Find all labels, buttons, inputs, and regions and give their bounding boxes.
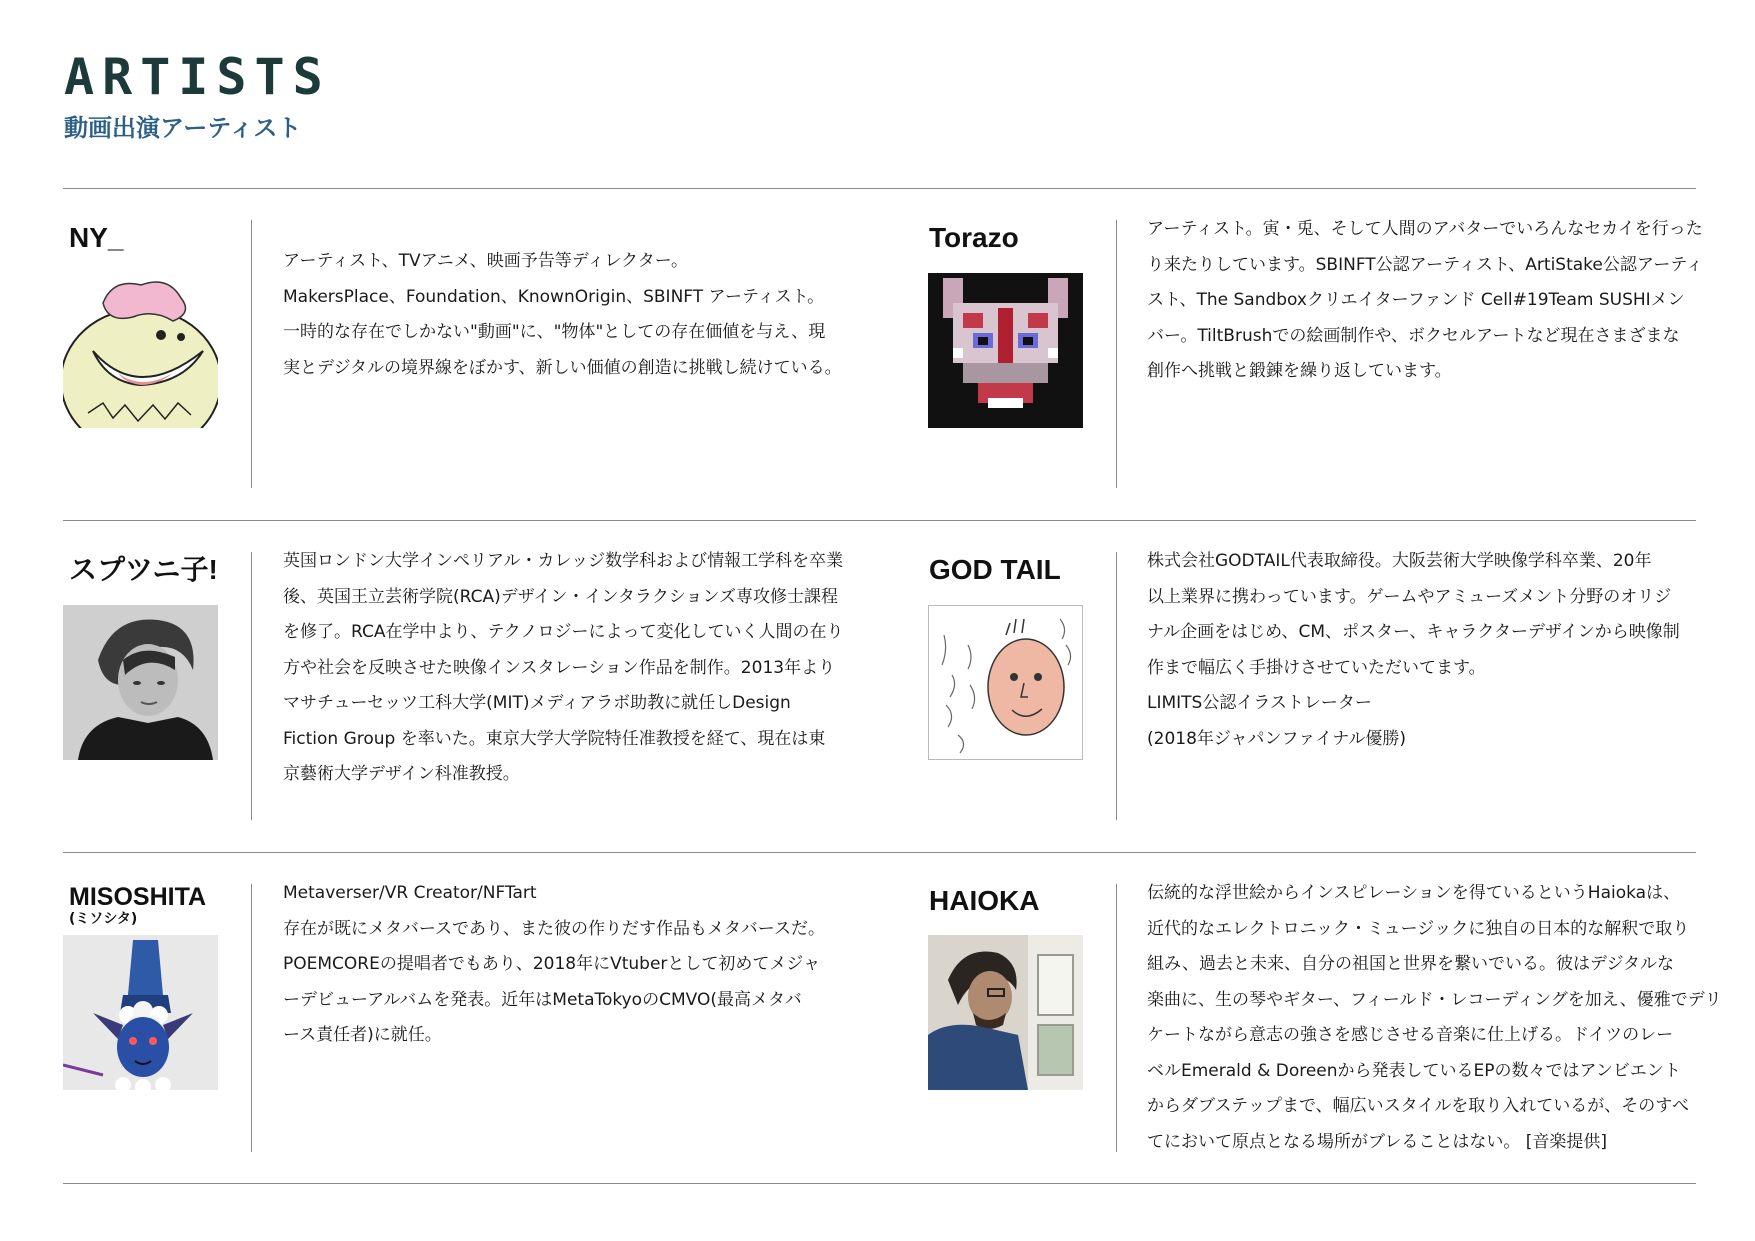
bio-line: ケートながら意志の強さを感じさせる音楽に仕上げる。ドイツのレー xyxy=(1147,1025,1674,1045)
separator-torazo xyxy=(1116,220,1117,488)
artist-name-misoshita: MISOSHITA xyxy=(69,883,207,911)
artist-subname-misoshita: (ミソシタ) xyxy=(69,911,138,927)
bio-line: 一時的な存在でしかない"動画"に、"物体"としての存在価値を与え、現 xyxy=(283,322,826,342)
bio-godtail xyxy=(1147,544,1680,757)
bio-line: 楽曲に、生の琴やギター、フィールド・レコーディングを加え、優雅でデリ xyxy=(1147,989,1722,1010)
bio-line: 存在が既にメタバースであり、また彼の作りだす作品もメタバースだ。 xyxy=(283,918,825,939)
bio-line: 以上業界に携わっています。ゲームやアミューズメント分野のオリジ xyxy=(1147,586,1672,607)
divider-row-2 xyxy=(63,852,1696,853)
bio-sputniko xyxy=(283,544,843,793)
page-title: ARTISTS xyxy=(64,48,331,106)
bio-line: り来たりしています。SBINFT公認アーティスト、ArtiStake公認アーティ xyxy=(1147,254,1703,275)
artist-name-haioka: HAIOKA xyxy=(929,885,1040,916)
divider-top xyxy=(63,188,1696,189)
separator-sputniko xyxy=(251,552,252,820)
bio-line: 組み、過去と未来、自分の祖国と世界を繋いでいる。彼はデジタルな xyxy=(1147,954,1674,974)
bio-line: 英国ロンドン大学インペリアル・カレッジ数学科および情報工学科を卒業 xyxy=(283,551,844,571)
bio-line: 創作へ挑戦と鍛錬を繰り返しています。 xyxy=(1147,361,1452,381)
bio-line: アーティスト、TVアニメ、映画予告等ディレクター。 xyxy=(283,251,689,271)
bio-line: LIMITS公認イラストレーター xyxy=(1147,693,1372,713)
bio-line: MakersPlace、Foundation、KnownOrigin、SBINFT アーティスト。 xyxy=(283,286,825,307)
bio-line: からダブステップまで、幅広いスタイルを取り入れているが、そのすべ xyxy=(1147,1096,1689,1116)
bio-line: 近代的なエレクトロニック・ミュージックに独自の日本的な解釈で取り xyxy=(1147,918,1690,939)
bio-line: 株式会社GODTAIL代表取締役。大阪芸術大学映像学科卒業、20年 xyxy=(1147,551,1652,571)
divider-row-1 xyxy=(63,520,1696,521)
avatar-ny xyxy=(63,273,218,428)
bio-ny xyxy=(283,244,842,386)
bio-torazo xyxy=(1147,212,1703,390)
bio-line: Metaverser/VR Creator/NFTart xyxy=(283,883,537,903)
avatar-misoshita xyxy=(63,935,218,1090)
bio-line: ーデビューアルバムを発表。近年はMetaTokyoのCMVO(最高メタバ xyxy=(283,989,802,1010)
bio-line: ベルEmerald & Doreenから発表しているEPの数々ではアンビエント xyxy=(1147,1060,1681,1081)
divider-bottom xyxy=(63,1183,1696,1184)
avatar-sputniko xyxy=(63,605,218,760)
bio-haioka xyxy=(1147,876,1722,1160)
page-subtitle: 動画出演アーティスト xyxy=(64,114,302,142)
artist-name-sputniko: スプツニ子! xyxy=(69,554,218,585)
bio-line: 京藝術大学デザイン科准教授。 xyxy=(283,764,520,784)
bio-line: ナル企画をはじめ、CM、ポスター、キャラクターデザインから映像制 xyxy=(1147,622,1680,642)
artist-name-ny: NY_ xyxy=(69,222,124,253)
bio-line: バー。TiltBrushでの絵画制作や、ボクセルアートなど現在さまざまな xyxy=(1147,325,1680,346)
bio-line: ース責任者)に就任。 xyxy=(283,1025,442,1045)
bio-line: てにおいて原点となる場所がブレることはない。 [音楽提供] xyxy=(1147,1131,1607,1152)
bio-misoshita xyxy=(283,876,825,1054)
bio-line: POEMCOREの提唱者でもあり、2018年にVtuberとして初めてメジャ xyxy=(283,954,821,974)
bio-line: (2018年ジャパンファイナル優勝) xyxy=(1147,728,1406,749)
bio-line: 後、英国王立芸術学院(RCA)デザイン・インタラクションズ専攻修士課程 xyxy=(283,586,839,607)
bio-line: スト、The Sandboxクリエイターファンド Cell#19Team SUSHIメン xyxy=(1147,290,1685,310)
avatar-haioka xyxy=(928,935,1083,1090)
artist-name-torazo: Torazo xyxy=(929,222,1019,253)
bio-line: マサチューセッツ工科大学(MIT)メディアラボ助教に就任しDesign xyxy=(283,693,791,713)
bio-line: 作まで幅広く手掛けさせていただいてます。 xyxy=(1147,657,1486,678)
avatar-torazo xyxy=(928,273,1083,428)
bio-line: を修了。RCA在学中より、テクノロジーによって変化していく人間の在り xyxy=(283,622,844,642)
bio-line: 方や社会を反映させた映像インスタレーション作品を制作。2013年より xyxy=(283,657,836,678)
bio-line: 伝統的な浮世絵からインスピレーションを得ているというHaiokaは、 xyxy=(1147,883,1681,903)
separator-haioka xyxy=(1116,884,1117,1152)
separator-misoshita xyxy=(251,884,252,1152)
bio-line: Fiction Group を率いた。東京大学大学院特任准教授を経て、現在は東 xyxy=(283,728,826,749)
separator-ny xyxy=(251,220,252,488)
avatar-godtail xyxy=(928,605,1083,760)
bio-line: アーティスト。寅・兎、そして人間のアバターでいろんなセカイを行った xyxy=(1147,219,1703,239)
bio-line: 実とデジタルの境界線をぼかす、新しい価値の創造に挑戦し続けている。 xyxy=(283,357,842,378)
separator-godtail xyxy=(1116,552,1117,820)
artist-name-godtail: GOD TAIL xyxy=(929,554,1061,585)
